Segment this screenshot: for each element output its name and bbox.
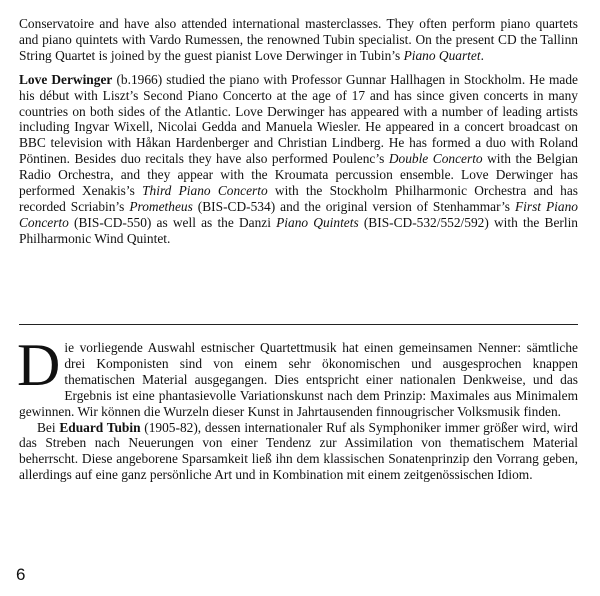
artist-name: Love Derwinger bbox=[19, 71, 113, 87]
page-number: 6 bbox=[16, 565, 26, 584]
german-paragraph-2: Bei Eduard Tubin (1905-82), dessen internationaler Ruf als Symphoniker immer größer wird, wird das Streben nach Neuerungen von einer Tendenz zur Assimilation von thematischem Material beherrscht. Diese angeborene Sparsamkeit ließ ihn dem klassischen Sonatenprinzip den Vorrang geben, allerdings auf eine ganz persönliche Art und in Kombination mit einem zeitgenössischen Idiom. bbox=[19, 419, 579, 483]
german-text-column bbox=[17, 332, 579, 483]
section-divider bbox=[19, 324, 578, 325]
english-text-column bbox=[19, 16, 578, 247]
composer-name: Eduard Tubin bbox=[59, 419, 141, 435]
drop-cap: D bbox=[17, 332, 61, 398]
german-paragraph-1: Die vorliegende Auswahl estnischer Quartettmusik hat einen gemeinsamen Nenner: sämtliche drei Komponisten sind von einem sehr ökonomischen und ausgesprochen knappen thematischen Material ausgegangen. Dies entspricht einer nationalen Denkweise, und das Ergebnis ist eine phantasievolle Variationskunst nach dem Prinzip: Maximales aus Minimalem gewinnen. Wir können die Wurzeln dieser Kunst in Jahrtausenden finnougrischer Volksmusik finden. bbox=[17, 332, 578, 419]
english-paragraph-2: Love Derwinger (b.1966) studied the piano with Professor Gunnar Hallhagen in Stockholm. He made his début with Liszt’s Second Piano Concerto at the age of 17 and has since given concerts in many countries on both sides of the Atlantic. Love Derwinger has appeared with a number of leading artists including Ingvar Wixell, Nicolai Gedda and Manuela Wiesler. He appeared in a concert broadcast on BBC television with Håkan Hardenberger and Christian Lindberg. He has formed a duo with Roland Pöntinen. Besides duo recitals they have also performed Poulenc’s Double Concerto with the Belgian Radio Orchestra, and they appear with the Kroumata percussion ensemble. Love Derwinger has performed Xenakis’s Third Piano Concerto with the Stockholm Philharmonic Orchestra and has recorded Scriabin’s Prometheus (BIS-CD-534) and the original version of Stenhammar’s First Piano Concerto (BIS-CD-550) as well as the Danzi Piano Quintets (BIS-CD-532/552/592) with the Berlin Philharmonic Wind Quintet. bbox=[19, 71, 578, 246]
english-paragraph-1: Conservatoire and have also attended international masterclasses. They often perform piano quartets and piano quintets with Vardo Rumessen, the renowned Tubin specialist. On the present CD the Tallinn String Quartet is joined by the guest pianist Love Derwinger in Tubin’s Piano Quartet. bbox=[19, 16, 578, 63]
